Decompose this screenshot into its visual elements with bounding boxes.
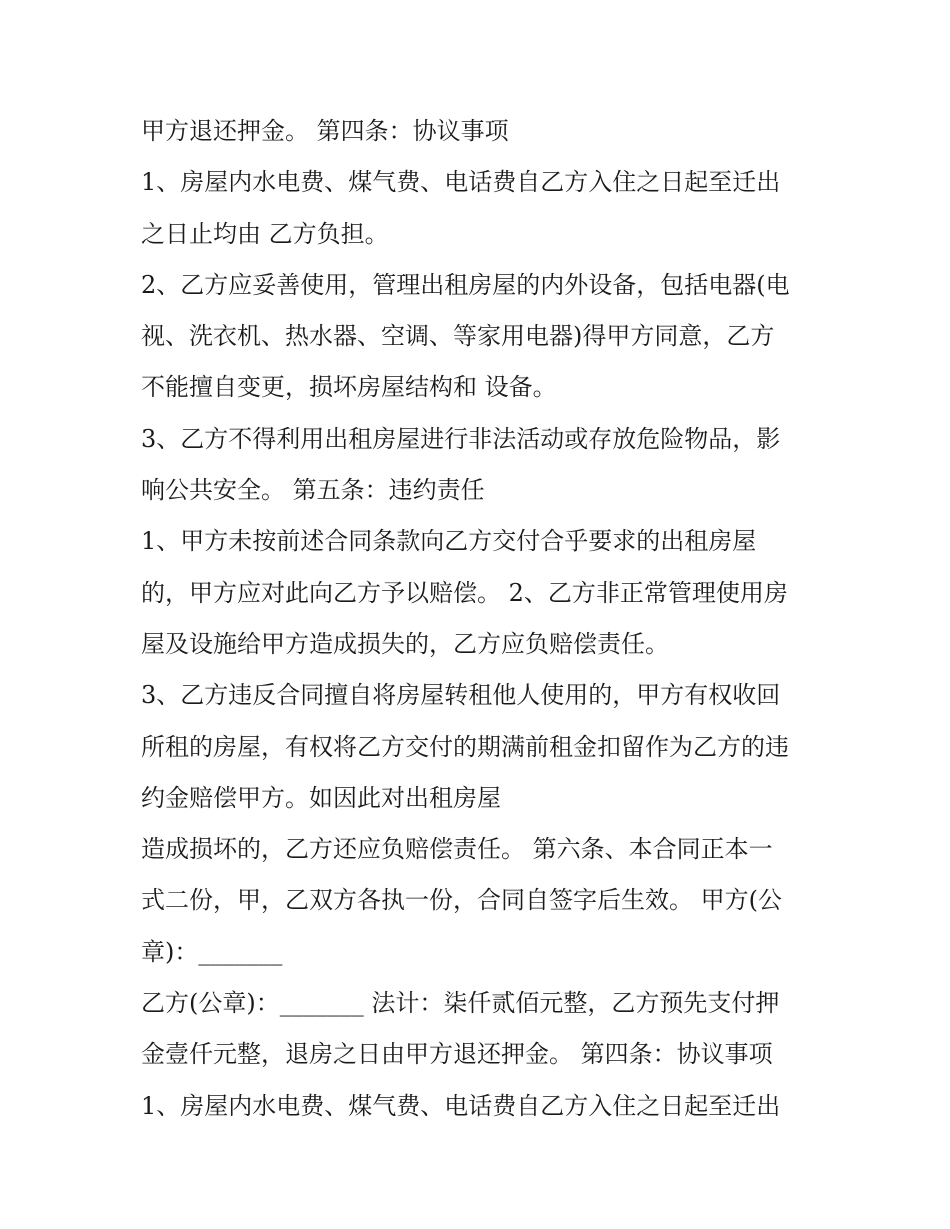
text-line: 的，甲方应对此向乙方予以赔偿。 2、乙方非正常管理使用房 [141, 578, 788, 607]
text-line: 1、房屋内水电费、煤气费、电话费自乙方入住之日起至迁出 [141, 1091, 781, 1120]
text-line: 响公共安全。 第五条：违约责任 [141, 476, 485, 505]
text-line: 3、乙方违反合同擅自将房屋转租他人使用的，甲方有权收回 [141, 681, 781, 710]
text-line: 造成损坏的，乙方还应负赔偿责任。 第六条、本合同正本一 [141, 835, 773, 864]
text-line: 之日止均由 乙方负担。 [141, 219, 389, 248]
text-line: 章)：_______ [141, 937, 283, 966]
text-line: 甲方退还押金。 第四条：协议事项 [141, 117, 509, 145]
text-line: 2、乙方应妥善使用，管理出租房屋的内外设备，包括电器(电 [141, 270, 790, 299]
text-line: 所租的房屋，有权将乙方交付的期满前租金扣留作为乙方的违 [141, 732, 789, 761]
text-line: 1、房屋内水电费、煤气费、电话费自乙方入住之日起至迁出 [141, 168, 781, 197]
text-line: 1、甲方未按前述合同条款向乙方交付合乎要求的出租房屋 [141, 527, 757, 556]
text-line: 视、洗衣机、热水器、空调、等家用电器)得甲方同意，乙方 [141, 322, 775, 351]
text-line: 乙方(公章)：_______ 法计：柒仟贰佰元整，乙方预先支付押 [141, 989, 780, 1018]
text-line: 金壹仟元整，退房之日由甲方退还押金。 第四条：协议事项 [141, 1040, 773, 1069]
text-line: 不能擅自变更，损坏房屋结构和 设备。 [141, 373, 557, 402]
text-line: 屋及设施给甲方造成损失的，乙方应负赔偿责任。 [141, 629, 669, 658]
text-line: 3、乙方不得利用出租房屋进行非法活动或存放危险物品，影 [141, 424, 781, 453]
contract-text [141, 106, 831, 1132]
text-line: 约金赔偿甲方。如因此对出租房屋 [141, 783, 501, 812]
text-line: 式二份，甲，乙双方各执一份，合同自签字后生效。 甲方(公 [141, 886, 782, 915]
